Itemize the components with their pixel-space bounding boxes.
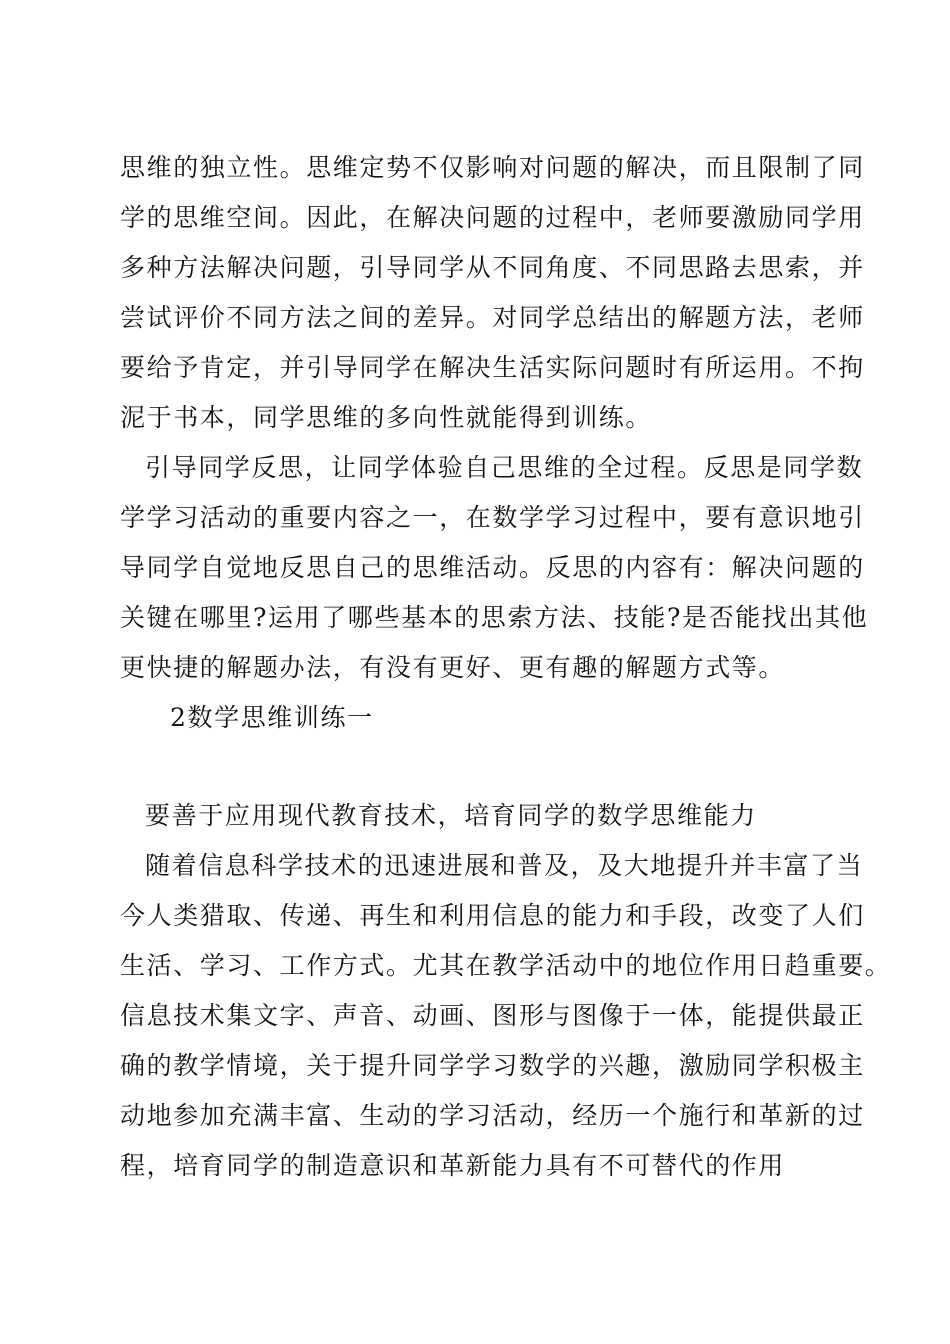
text-line — [120, 1100, 950, 1132]
text-line-content: 生活、学习、工作方式。尤其在教学活动中的地位作用日趋重要。 — [120, 951, 892, 980]
text-line — [120, 152, 950, 184]
text-line-content: 思维的独立性。思维定势不仅影响对问题的解决，而且限制了同 — [120, 153, 865, 182]
text-line-content: 确的教学情境，关于提升同学学习数学的兴趣，激励同学积极主 — [120, 1051, 865, 1080]
text-line — [120, 1150, 950, 1182]
text-line-content: 导同学自觉地反思自己的思维活动。反思的内容有：解决问题的 — [120, 553, 865, 582]
text-line — [145, 452, 950, 484]
text-line — [120, 502, 950, 534]
text-line-content: 泥于书本，同学思维的多向性就能得到训练。 — [120, 403, 653, 432]
text-line-content: 程，培育同学的制造意识和革新能力具有不可替代的作用 — [120, 1151, 786, 1180]
text-line-content: 学学习活动的重要内容之一，在数学学习过程中，要有意识地引 — [120, 503, 865, 532]
text-line — [120, 1050, 950, 1082]
text-line-content: 更快捷的解题办法，有没有更好、更有趣的解题方式等。 — [120, 653, 786, 682]
text-line — [120, 1000, 950, 1032]
text-line — [120, 900, 950, 932]
section-heading-text: 2数学思维训练一 — [170, 703, 374, 732]
text-line-content: 引导同学反思，让同学体验自己思维的全过程。反思是同学数 — [145, 453, 864, 482]
subsection-heading — [145, 800, 950, 832]
text-line — [120, 402, 950, 434]
text-line — [120, 602, 950, 634]
text-line-content: 随着信息科学技术的迅速进展和普及，及大地提升并丰富了当 — [145, 851, 864, 880]
text-line-content: 信息技术集文字、声音、动画、图形与图像于一体，能提供最正 — [120, 1001, 865, 1030]
text-line-content: 学的思维空间。因此，在解决问题的过程中，老师要激励同学用 — [120, 203, 865, 232]
text-line — [120, 552, 950, 584]
text-line — [120, 202, 950, 234]
text-line-content: 关键在哪里?运用了哪些基本的思索方法、技能?是否能找出其他 — [120, 603, 869, 632]
text-line — [120, 950, 950, 982]
text-line — [120, 252, 950, 284]
text-line-content: 多种方法解决问题，引导同学从不同角度、不同思路去思索，并 — [120, 253, 865, 282]
text-line — [145, 850, 950, 882]
subsection-heading-text: 要善于应用现代教育技术，培育同学的数学思维能力 — [145, 801, 757, 830]
text-line — [120, 352, 950, 384]
text-line — [120, 302, 950, 334]
text-line-content: 要给予肯定，并引导同学在解决生活实际问题时有所运用。不拘 — [120, 353, 865, 382]
section-heading — [170, 702, 950, 734]
text-line — [120, 652, 950, 684]
text-line-content: 动地参加充满丰富、生动的学习活动，经历一个施行和革新的过 — [120, 1101, 865, 1130]
text-line-content: 今人类猎取、传递、再生和利用信息的能力和手段，改变了人们 — [120, 901, 865, 930]
text-line-content: 尝试评价不同方法之间的差异。对同学总结出的解题方法，老师 — [120, 303, 865, 332]
